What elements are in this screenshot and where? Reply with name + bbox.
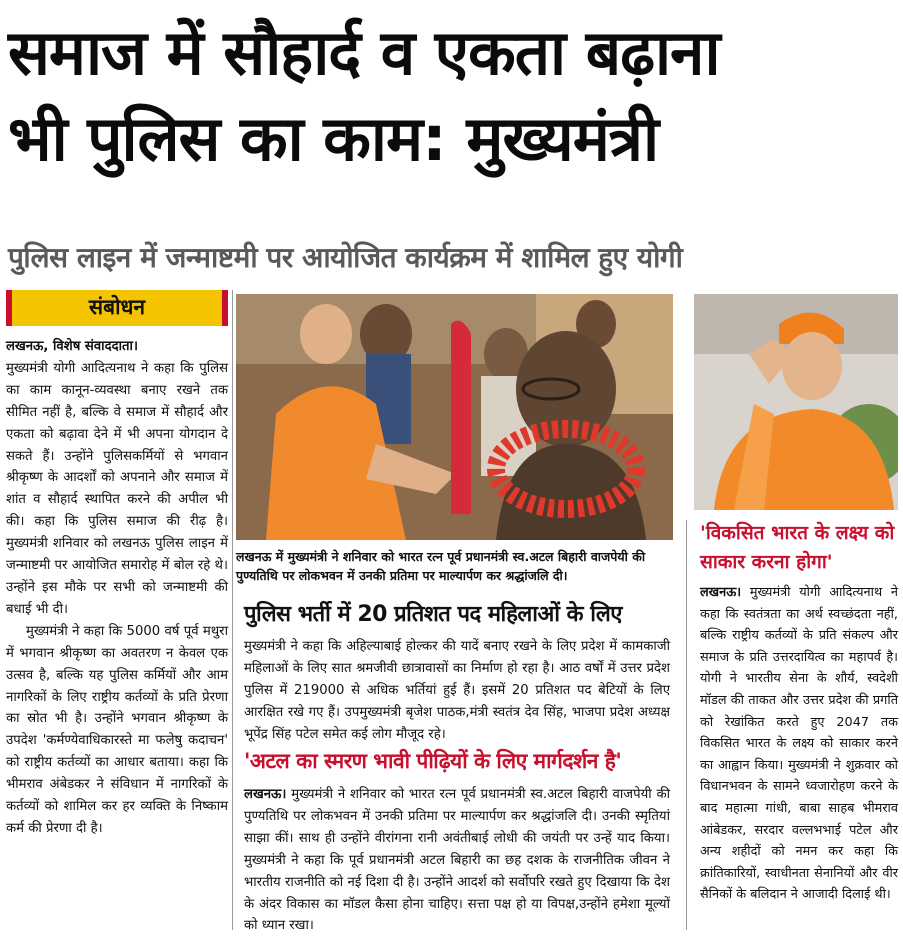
story-body-atal	[244, 784, 670, 937]
story-atal-text: मुख्यमंत्री ने शनिवार को भारत रत्न पूर्व प्रधानमंत्री स्व.अटल बिहारी वाजपेयी की पुण्यतिथि पर लोकभवन में उनकी प्रतिमा पर माल्यार्पण कर श्रद्धांजलि दी। उनकी स्मृतियां साझा कीं। साथ ही उन्होंने वीरांगना रानी अवंतीबाई लोधी की जयंती पर उन्हें याद किया। मुख्यमंत्री ने कहा कि पूर्व प्रधानमंत्री अटल बिहारी का छह दशक के राजनीतिक जीवन ने भारतीय राजनीति को नई दिशा दी है। उन्होंने आदर्श को सर्वोपरि रखते हुए दिखाया कि देश के अंदर विकास का मॉडल कैसा होना चाहिए। सत्ता पक्ष हो या विपक्ष,उन्होंने हमेशा मूल्यों को ध्यान रखा।	[244, 787, 670, 934]
left-paragraph-1: मुख्यमंत्री योगी आदित्यनाथ ने कहा कि पुलिस का काम कानून-व्यवस्था बनाए रखने तक सीमित नहीं है, बल्कि वे समाज में सौहार्द और एकता को बढ़ावा देने में भी अपना योगदान दे सकते हैं। उन्होंने पुलिसकर्मियों से भगवान श्रीकृष्ण के आदर्शों को अपनाने और समाज में शांत व सौहार्द स्थापित करने की अपील भी की। कहा कि पुलिस समाज की रीढ़ है। मुख्यमंत्री शनिवार को लखनऊ पुलिस लाइन में जन्माष्टमी पर आयोजित समारोह में बोल रहे थे। उन्होंने इस मौके पर सभी को जन्माष्टमी की बधाई भी दी।	[6, 360, 228, 617]
right-story-body-text	[700, 582, 898, 906]
photo-caption: लखनऊ में मुख्यमंत्री ने शनिवार को भारत रत्न पूर्व प्रधानमंत्री स्व.अटल बिहारी वाजपेयी की पुण्यतिथि पर लोकभवन में उनकी प्रतिमा पर माल्यार्पण कर श्रद्धांजलि दी।	[236, 549, 646, 583]
section-label	[6, 290, 228, 326]
headline-line-2: भी पुलिस का काम: मुख्यमंत्री	[8, 102, 659, 175]
photo-saluting	[694, 294, 898, 510]
story-body-police-recruitment	[244, 636, 670, 746]
right-story-dateline: लखनऊ।	[700, 585, 742, 600]
headline	[8, 10, 898, 182]
column-divider-right	[686, 520, 687, 930]
subheadline: पुलिस लाइन में जन्माष्टमी पर आयोजित कार्यक्रम में शामिल हुए योगी	[8, 241, 683, 274]
section-label-text: संबोधन	[88, 295, 146, 320]
story-heading-police-recruitment: पुलिस भर्ती में 20 प्रतिशत पद महिलाओं के लिए	[244, 602, 622, 627]
story-body-police-recruitment-text: मुख्यमंत्री ने कहा कि अहिल्याबाई होल्कर की यादें बनाए रखने के लिए प्रदेश में कामकाजी महिलाओं के लिए सात श्रमजीवी छात्रावासों का निर्माण हो रहा है। आठ वर्षों में उत्तर प्रदेश पुलिस में 219000 से अधिक भर्तियां हुई हैं। इसमें 20 प्रतिशत पद बेटियों के लिए आरक्षित रखे गए हैं। उपमुख्यमंत्री बृजेश पाठक,मंत्री स्वतंत्र देव सिंह, भाजपा प्रदेश अध्यक्ष भूपेंद्र सिंह पटेल समेत कई लोग मौजूद रहे।	[244, 639, 670, 742]
story-atal-dateline: लखनऊ।	[244, 787, 287, 802]
right-story-heading: 'विकसित भारत के लक्ष्य को साकार करना होगा'	[700, 522, 895, 573]
story-heading-atal: 'अटल का स्मरण भावी पीढ़ियों के लिए मार्गदर्शन है'	[244, 749, 622, 773]
photo-tribute-at-bust	[236, 294, 673, 540]
story-body-atal-text	[244, 784, 670, 937]
left-column	[6, 290, 228, 840]
left-dateline: लखनऊ, विशेष संवाददाता।	[6, 339, 138, 354]
right-story-body	[700, 582, 898, 906]
column-divider-left	[232, 290, 233, 930]
left-paragraph-2: मुख्यमंत्री ने कहा कि 5000 वर्ष पूर्व मथुरा में भगवान श्रीकृष्ण का अवतरण न केवल एक उत्सव है, बल्कि यह पुलिस कर्मियों और आम नागरिकों के लिए राष्ट्रीय कर्तव्यों के प्रति प्रेरणा का स्रोत भी है। उन्होंने भगवान श्रीकृष्ण के उपदेश 'कर्मण्येवाधिकारस्ते मा फलेषु कदाचन' को राष्ट्रीय कर्तव्यों का आधार बताया। कहा कि भीमराव अंबेडकर ने संविधान में नागरिकों के कर्तव्यों को शामिल कर हर व्यक्ति के निष्काम कर्म की प्रेरणा दी है।	[6, 623, 228, 836]
right-story-text: मुख्यमंत्री योगी आदित्यनाथ ने कहा कि स्वतंत्रता का अर्थ स्वच्छंदता नहीं, बल्कि राष्ट्रीय कर्तव्यों के प्रति संकल्प और समाज के प्रति उत्तरदायित्व का महापर्व है। योगी ने भारतीय सेना के शौर्य, स्वदेशी मॉडल की ताकत और उत्तर प्रदेश की प्रगति को रेखांकित करते हुए 2047 तक विकसित भारत के लक्ष्य को साकार करने का आह्वान किया। मुख्यमंत्री ने शुक्रवार को विधानभवन के सामने ध्वजारोहण करने के बाद महात्मा गांधी, बाबा साहब भीमराव आंबेडकर, सरदार वल्लभभाई पटेल और अन्य शहीदों को नमन कर कहा कि क्रांतिकारियों, स्वाधीनता सेनानियों और वीर सैनिकों के बलिदान ने आजादी दिलाई थी।	[700, 585, 898, 903]
headline-line-1: समाज में सौहार्द व एकता बढ़ाना	[8, 16, 720, 89]
